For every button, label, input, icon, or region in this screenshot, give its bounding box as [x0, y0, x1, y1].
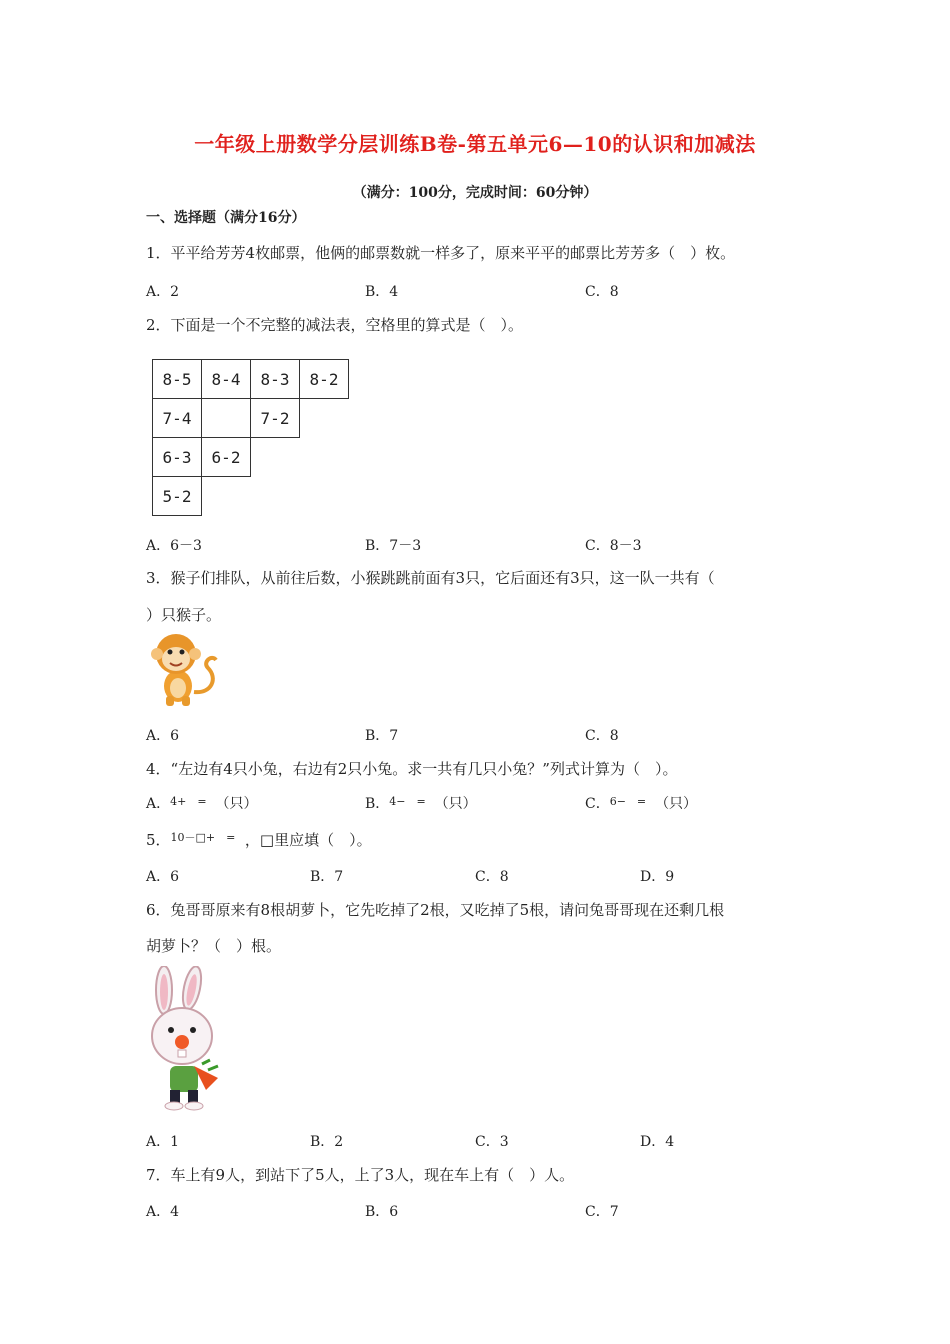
question-6-line-2: 胡萝卜？（ ）根。	[146, 937, 282, 955]
option-a[interactable]: A．6	[146, 869, 180, 885]
option-unit: （只）	[655, 796, 698, 812]
option-b[interactable]: B．7	[310, 869, 344, 885]
section-heading: 一、选择题（满分16分）	[146, 210, 306, 226]
table-cell: 5-2	[153, 477, 202, 516]
table-cell: 8-5	[153, 360, 202, 399]
monkey-illustration	[146, 630, 222, 708]
option-c[interactable]	[585, 793, 697, 813]
table-cell: 8-2	[300, 360, 349, 399]
option-b[interactable]: B．6	[365, 1204, 399, 1220]
option-b[interactable]: B．7－3	[365, 538, 422, 554]
option-d[interactable]: D．4	[640, 1134, 675, 1150]
option-c[interactable]: C．8	[475, 869, 509, 885]
exam-info: （满分：100分，完成时间：60分钟）	[352, 185, 598, 201]
table-cell: 8-3	[251, 360, 300, 399]
question-number: 5．	[146, 831, 171, 849]
option-b[interactable]: B．2	[310, 1134, 344, 1150]
blank-cell	[202, 399, 251, 438]
rabbit-illustration	[144, 966, 226, 1112]
option-expression: 4− =	[389, 795, 426, 808]
option-a[interactable]: A．1	[146, 1134, 180, 1150]
question-5	[146, 829, 372, 850]
question-expression: 10－□+ =	[170, 831, 236, 844]
option-a[interactable]: A．4	[146, 1204, 180, 1220]
option-expression: 6− =	[609, 795, 647, 808]
option-a[interactable]: A．2	[146, 284, 180, 300]
question-2: 2．下面是一个不完整的减法表，空格里的算式是（ ）。	[146, 316, 524, 334]
option-b[interactable]: B．7	[365, 728, 399, 744]
option-a[interactable]	[146, 793, 257, 813]
question-6-line-1: 6．兔哥哥原来有8根胡萝卜，它先吃掉了2根，又吃掉了5根，请问兔哥哥现在还剩几根	[146, 901, 725, 919]
option-unit: （只）	[434, 796, 477, 812]
option-a[interactable]: A．6－3	[146, 538, 202, 554]
option-b[interactable]: B．4	[365, 284, 399, 300]
question-3-line-1: 3．猴子们排队，从前往后数，小猴跳跳前面有3只，它后面还有3只，这一队一共有（	[146, 569, 715, 587]
question-3-line-2: ）只猴子。	[146, 606, 222, 624]
table-cell: 7-2	[251, 399, 300, 438]
option-expression: 4+ =	[170, 795, 207, 808]
question-4: 4．“左边有4只小兔，右边有2只小兔。求一共有几只小兔？”列式计算为（ ）。	[146, 760, 678, 778]
option-c[interactable]: C．3	[475, 1134, 509, 1150]
question-7: 7．车上有9人，到站下了5人，上了3人，现在车上有（ ）人。	[146, 1166, 575, 1184]
option-c[interactable]: C．8	[585, 728, 619, 744]
option-b[interactable]	[365, 793, 477, 813]
subtraction-table	[152, 359, 349, 516]
option-label: A．	[146, 796, 171, 812]
option-label: B．	[365, 796, 390, 812]
option-unit: （只）	[215, 796, 258, 812]
table-cell: 7-4	[153, 399, 202, 438]
option-a[interactable]: A．6	[146, 728, 180, 744]
option-c[interactable]: C．7	[585, 1204, 619, 1220]
question-text: ，□里应填（ ）。	[244, 831, 372, 849]
table-cell: 6-2	[202, 438, 251, 477]
document-title: 一年级上册数学分层训练B卷-第五单元6—10的认识和加减法	[194, 132, 756, 156]
table-cell: 8-4	[202, 360, 251, 399]
option-c[interactable]: C．8－3	[585, 538, 642, 554]
question-1: 1．平平给芳芳4枚邮票，他俩的邮票数就一样多了，原来平平的邮票比芳芳多（ ）枚。	[146, 244, 736, 262]
option-d[interactable]: D．9	[640, 869, 675, 885]
table-cell: 6-3	[153, 438, 202, 477]
option-label: C．	[585, 796, 610, 812]
option-c[interactable]: C．8	[585, 284, 619, 300]
